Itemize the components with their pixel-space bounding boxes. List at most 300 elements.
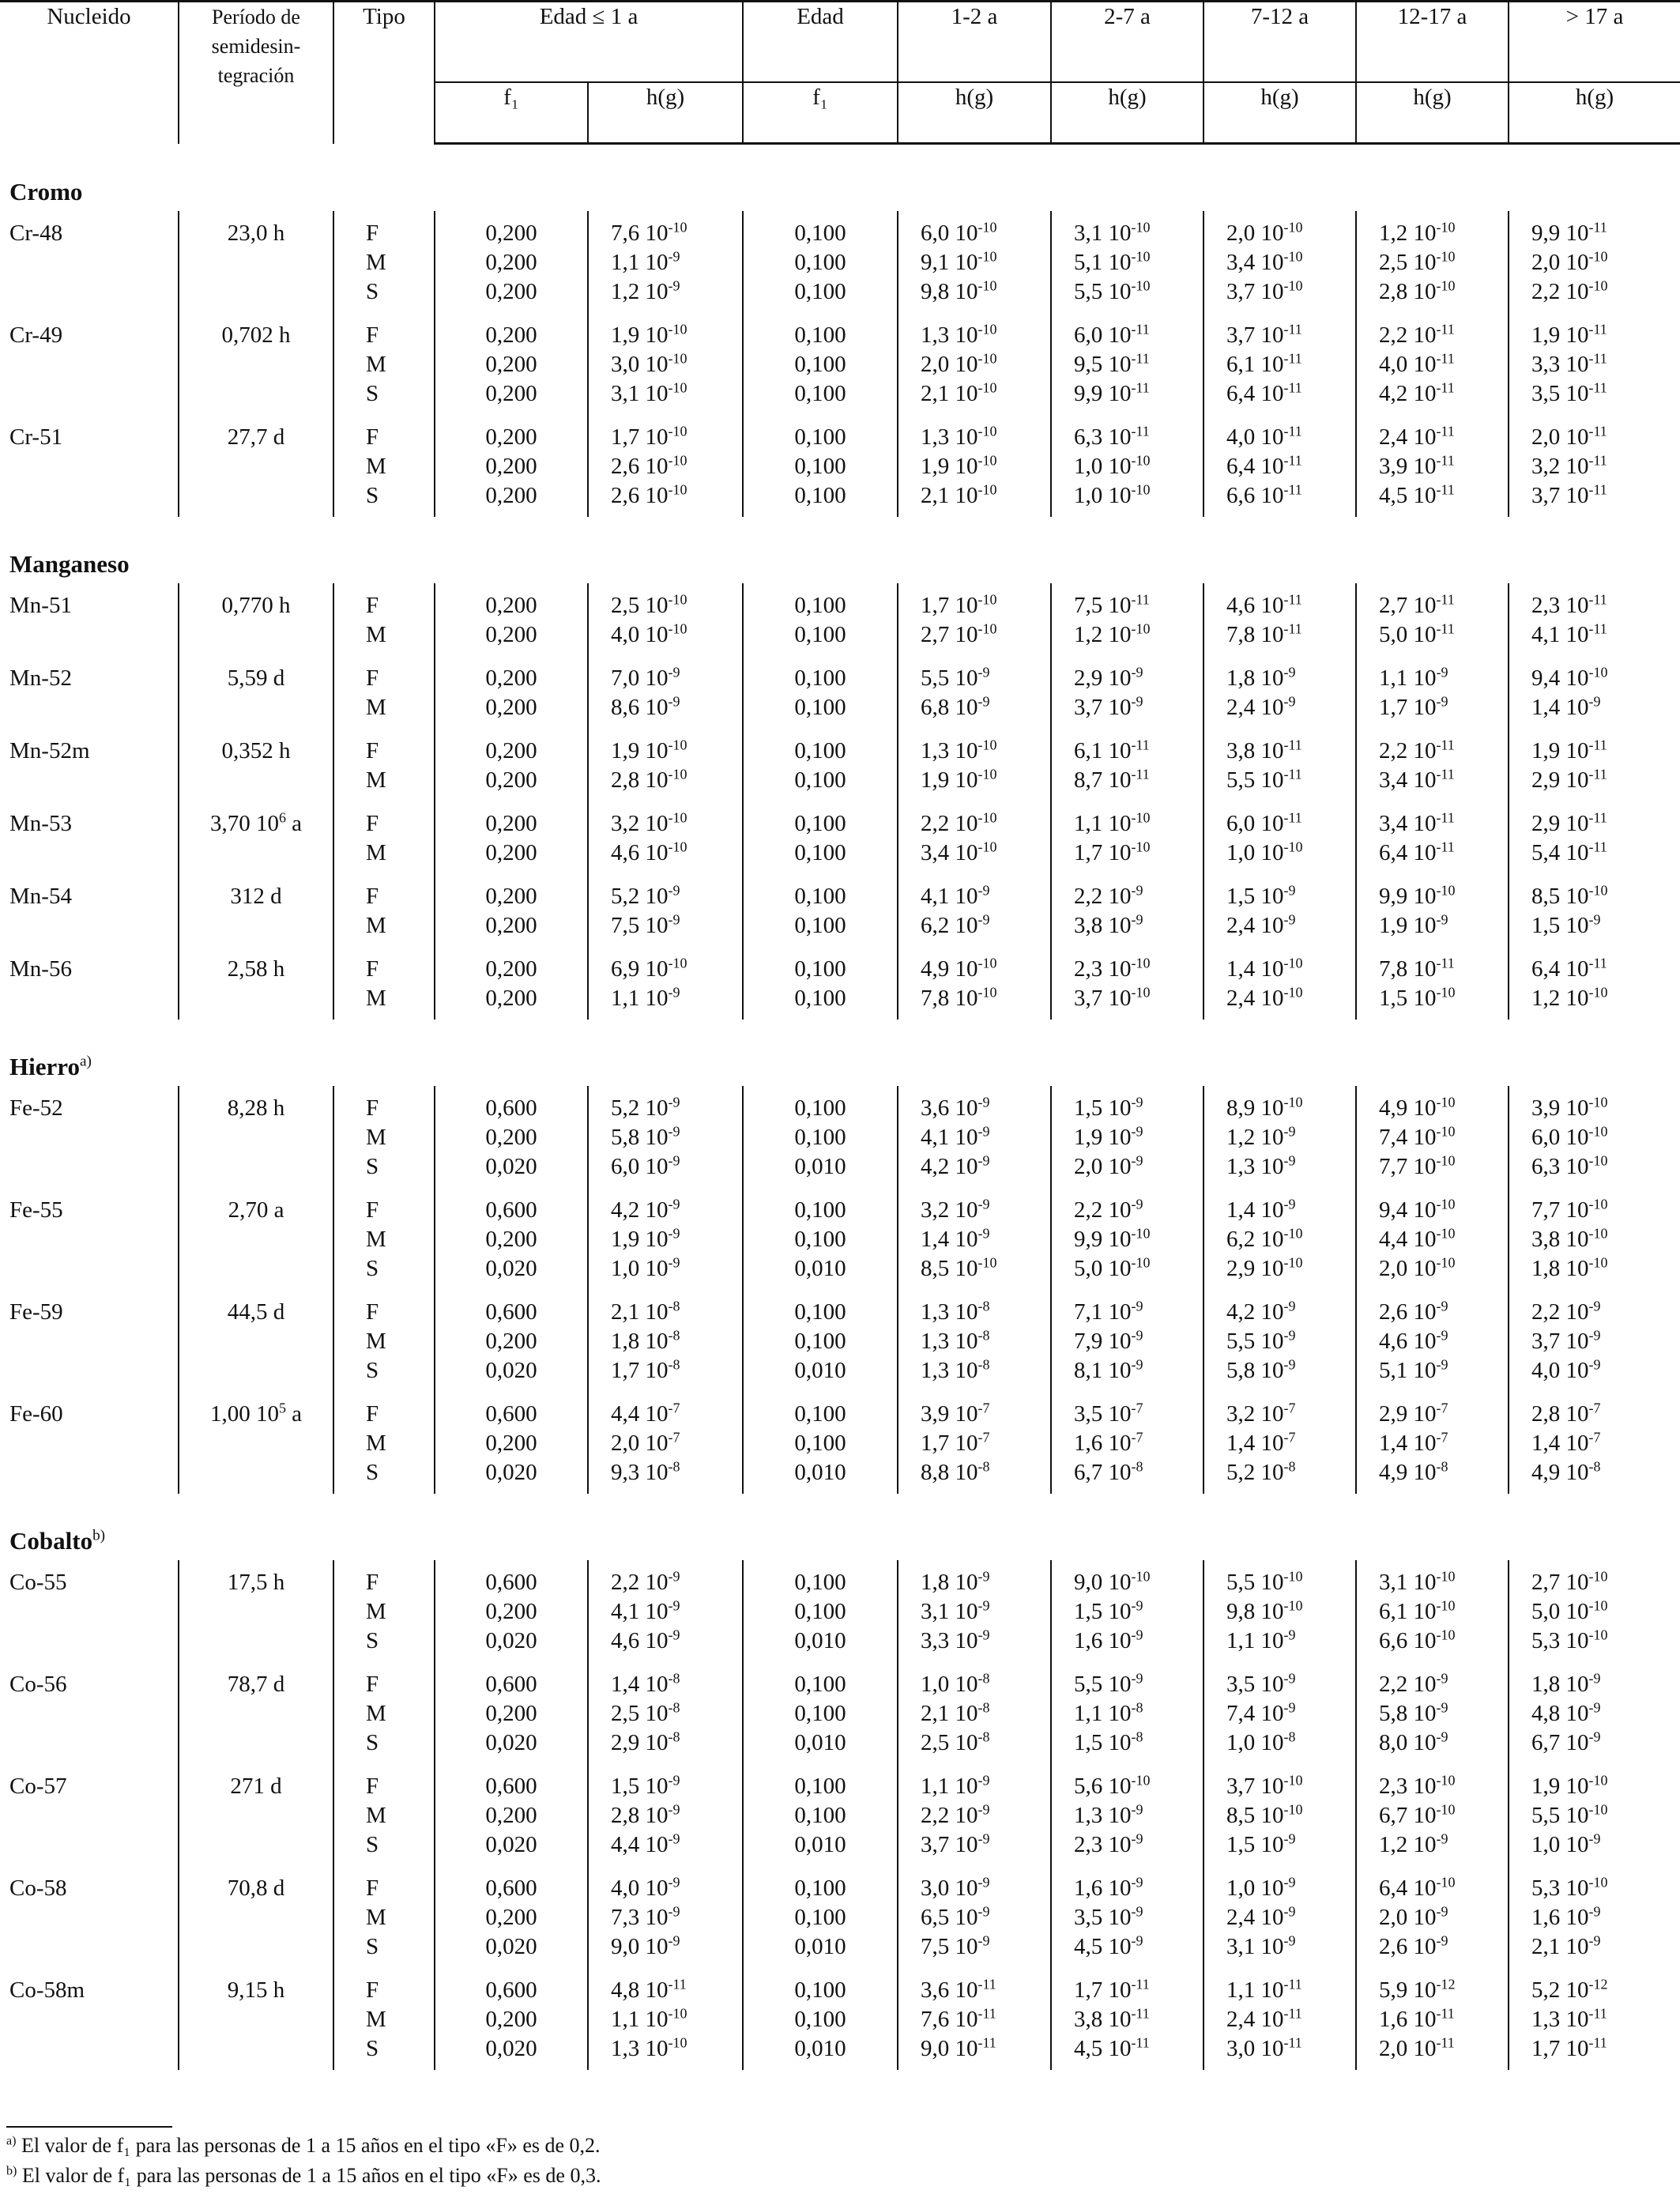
dose-value: 3,8 $10^{-11}$	[1226, 737, 1302, 763]
cell-value	[1226, 809, 1355, 839]
cell-value	[1379, 1225, 1508, 1254]
cell-h-7-12	[1203, 729, 1356, 801]
cell-value: 0,100	[794, 1329, 846, 1354]
dose-value: 1,2 $10^{-9}$	[1226, 1123, 1296, 1150]
cell-value	[1074, 379, 1203, 409]
cell-value	[1379, 1670, 1508, 1699]
dose-value: 2,7 $10^{-10}$	[1531, 1568, 1608, 1595]
cell-value	[1379, 1254, 1508, 1284]
cell-types	[333, 1764, 435, 1866]
dose-value: 7,1 $10^{-9}$	[1074, 1298, 1143, 1325]
dose-value: 9,1 $10^{-10}$	[921, 248, 997, 275]
cell-value	[1531, 1327, 1680, 1356]
dose-value: 4,9 $10^{-8}$	[1379, 1458, 1448, 1485]
cell-f1	[743, 1086, 898, 1188]
footnote-mark: a)	[79, 1053, 92, 1070]
cell-value	[1074, 1699, 1203, 1728]
cell-h-1-2	[898, 729, 1051, 801]
cell-h-1-2	[898, 1560, 1051, 1662]
cell-value	[1226, 1254, 1355, 1284]
dose-value: 312 d	[230, 884, 282, 909]
cell-value	[1226, 2005, 1355, 2034]
cell-f1-le1	[435, 1290, 588, 1392]
dose-value: 1,1 $10^{-10}$	[1074, 809, 1151, 836]
cell-value	[611, 350, 742, 379]
cell-value	[1226, 1670, 1355, 1699]
cell-value	[1531, 1801, 1680, 1830]
cell-value	[611, 379, 742, 409]
cell-value	[1074, 1458, 1203, 1487]
header-edad: Edad	[743, 2, 898, 83]
dose-value: 2,0 $10^{-7}$	[611, 1429, 680, 1456]
dose-value: 9,0 $10^{-10}$	[1074, 1568, 1151, 1595]
cell-value: 0,200	[485, 665, 537, 691]
dose-value: 3,4 $10^{-10}$	[1226, 248, 1303, 275]
cell-f1	[743, 211, 898, 313]
cell-h-12-17	[1356, 313, 1509, 415]
cell-value: S	[366, 483, 379, 508]
cell-value	[1531, 664, 1680, 693]
cell-value: 0,020	[485, 1832, 537, 1857]
cell-value	[1531, 248, 1680, 277]
element-group-row	[0, 1494, 1680, 1560]
dose-value: 2,2 $10^{-10}$	[1531, 277, 1608, 304]
cell-value: 0,100	[794, 884, 846, 909]
cell-value	[1226, 984, 1355, 1013]
dose-value: 8,7 $10^{-11}$	[1074, 766, 1150, 793]
dose-value: 2,5 $10^{-8}$	[921, 1728, 990, 1755]
dose-value: 7,6 $10^{-10}$	[611, 219, 687, 246]
dose-value: 1,9 $10^{-10}$	[1531, 1772, 1608, 1799]
cell-value: M	[366, 250, 386, 275]
cell-value	[921, 321, 1050, 350]
cell-value	[611, 1728, 742, 1758]
cell-h-7-12	[1203, 1086, 1356, 1188]
cell-value	[1531, 452, 1680, 481]
cell-h-le1	[588, 313, 743, 415]
cell-value	[1531, 591, 1680, 620]
dose-value: 1,5 $10^{-9}$	[611, 1772, 680, 1799]
cell-value	[611, 591, 742, 620]
footnote-rule	[6, 2126, 172, 2128]
half-life	[179, 874, 333, 947]
cell-value	[1531, 1094, 1680, 1123]
cell-value	[1531, 1298, 1680, 1327]
dose-value: 1,0 $10^{-10}$	[1074, 481, 1151, 508]
cell-h-12-17	[1356, 1086, 1509, 1188]
cell-h-7-12	[1203, 1188, 1356, 1290]
dose-value: 5,3 $10^{-10}$	[1531, 1627, 1608, 1653]
cell-value	[1226, 1874, 1355, 1903]
dose-value: 3,5 $10^{-7}$	[1074, 1400, 1143, 1427]
cell-value: 0,100	[794, 1672, 846, 1697]
cell-value: 0,010	[794, 1628, 846, 1653]
table-row	[0, 211, 1680, 313]
dose-value: 6,6 $10^{-10}$	[1379, 1627, 1456, 1653]
cell-value: M	[366, 1431, 386, 1456]
dose-value: 1,3 $10^{-8}$	[921, 1298, 990, 1325]
cell-h-12-17	[1356, 656, 1509, 729]
cell-value	[611, 766, 742, 795]
cell-value: M	[366, 1329, 386, 1354]
dose-value: 3,7 $10^{-10}$	[1074, 984, 1151, 1011]
half-life	[179, 1968, 333, 2070]
dose-value: 1,1 $10^{-9}$	[1226, 1627, 1296, 1653]
dose-value: 1,1 $10^{-9}$	[611, 984, 680, 1011]
dose-value: 6,2 $10^{-10}$	[1226, 1225, 1303, 1252]
dose-value: 4,1 $10^{-9}$	[611, 1597, 680, 1624]
dose-value: 3,3 $10^{-9}$	[921, 1627, 990, 1653]
dose-value: 2,58 h	[227, 956, 285, 982]
cell-value	[1226, 481, 1355, 511]
cell-value	[1379, 955, 1508, 984]
cell-value: 0,100	[794, 1431, 846, 1456]
dose-value: 1,6 $10^{-9}$	[1531, 1903, 1601, 1930]
cell-value	[1531, 1670, 1680, 1699]
cell-value	[1226, 350, 1355, 379]
cell-value	[1074, 1670, 1203, 1699]
cell-value: 0,200	[485, 1329, 537, 1354]
dose-value: 2,9 $10^{-8}$	[611, 1728, 680, 1755]
header-age-12-17: 12-17 a	[1356, 2, 1509, 83]
dose-value: 2,2 $10^{-10}$	[921, 809, 997, 836]
cell-h-7-12	[1203, 656, 1356, 729]
cell-f1-le1	[435, 729, 588, 801]
cell-value	[921, 350, 1050, 379]
dose-value: 2,8 $10^{-10}$	[1379, 277, 1456, 304]
cell-h-2-7	[1051, 1188, 1203, 1290]
cell-value	[1531, 2034, 1680, 2064]
cell-h-12-17	[1356, 1764, 1509, 1866]
half-life	[179, 1866, 333, 1968]
cell-value	[1074, 1830, 1203, 1860]
nuclide-name: Mn-51	[9, 593, 72, 618]
header-f1: f₁	[743, 82, 898, 144]
cell-h-2-7	[1051, 211, 1203, 313]
dose-value: 2,3 $10^{-9}$	[1074, 1830, 1143, 1857]
dose-value: 6,1 $10^{-11}$	[1226, 350, 1302, 377]
dose-value: 6,3 $10^{-10}$	[1531, 1152, 1608, 1179]
cell-f1-le1	[435, 801, 588, 874]
dose-value: 6,4 $10^{-11}$	[1226, 452, 1302, 479]
cell-value	[1226, 1094, 1355, 1123]
cell-h-le1	[588, 1560, 743, 1662]
cell-value	[1226, 1627, 1355, 1656]
footnote-mark: b)	[92, 1527, 106, 1544]
dose-value: 1,7 $10^{-10}$	[921, 591, 997, 618]
dose-value: 2,5 $10^{-8}$	[611, 1699, 680, 1726]
cell-f1-le1	[435, 1188, 588, 1290]
cell-value	[1379, 1298, 1508, 1327]
cell-value: 0,100	[794, 665, 846, 691]
cell-value	[921, 984, 1050, 1013]
cell-f1-le1	[435, 1086, 588, 1188]
dose-value: 271 d	[230, 1774, 282, 1799]
cell-value	[611, 1429, 742, 1458]
footnote-b-mark: b)	[6, 2164, 17, 2178]
dose-value: 3,1 $10^{-10}$	[1379, 1568, 1456, 1595]
dose-value: 1,7 $10^{-7}$	[921, 1429, 990, 1456]
cell-value	[921, 219, 1050, 248]
cell-value: S	[366, 1460, 379, 1485]
cell-h-12-17	[1356, 1392, 1509, 1494]
cell-value	[1074, 591, 1203, 620]
dose-value: 4,0 $10^{-9}$	[1531, 1356, 1601, 1383]
dose-value: 1,5 $10^{-9}$	[1074, 1597, 1143, 1624]
cell-h-2-7	[1051, 583, 1203, 656]
cell-value	[1226, 1327, 1355, 1356]
dose-value: 2,6 $10^{-9}$	[1379, 1932, 1448, 1959]
cell-value: 0,100	[794, 1095, 846, 1121]
cell-f1-le1	[435, 656, 588, 729]
cell-value	[1226, 1568, 1355, 1597]
cell-value: 0,100	[794, 1803, 846, 1828]
header-periodo: Período de semidesin-tegración	[179, 2, 333, 144]
cell-value	[1074, 1568, 1203, 1597]
dose-value: 4,0 $10^{-11}$	[1379, 350, 1455, 377]
cell-f1	[743, 1560, 898, 1662]
cell-value	[1531, 955, 1680, 984]
dose-value: 1,9 $10^{-9}$	[1074, 1123, 1143, 1150]
cell-h-1-2	[898, 1662, 1051, 1764]
cell-value	[1379, 1327, 1508, 1356]
cell-value: 0,200	[485, 811, 537, 836]
cell-value	[1074, 882, 1203, 911]
cell-value: 0,200	[485, 2007, 537, 2032]
dose-value: 1,5 $10^{-10}$	[1379, 984, 1456, 1011]
cell-value	[611, 737, 742, 766]
dose-value: 6,7 $10^{-10}$	[1379, 1801, 1456, 1828]
cell-types	[333, 729, 435, 801]
cell-value	[1226, 1801, 1355, 1830]
cell-value	[1379, 481, 1508, 511]
cell-value	[1226, 452, 1355, 481]
dose-value: 3,0 $10^{-11}$	[1226, 2034, 1302, 2061]
cell-value: 0,100	[794, 1125, 846, 1150]
cell-value	[1379, 839, 1508, 868]
cell-h-7-12	[1203, 313, 1356, 415]
footnote-b-text: El valor de f₁ para las personas de 1 a 15 años en el tipo «F» es de 0,3.	[21, 2164, 601, 2187]
footnote-a	[6, 2134, 601, 2158]
cell-value	[1226, 277, 1355, 307]
cell-value	[1379, 423, 1508, 452]
cell-value	[611, 1830, 742, 1860]
cell-value: 0,100	[794, 424, 846, 450]
cell-value: 0,010	[794, 1358, 846, 1383]
dose-value: 5,5 $10^{-10}$	[1074, 277, 1151, 304]
dose-value: 2,0 $10^{-9}$	[1074, 1152, 1143, 1179]
dose-value: 44,5 d	[227, 1299, 285, 1325]
cell-f1	[743, 874, 898, 947]
dose-value: 3,8 $10^{-10}$	[1531, 1225, 1608, 1252]
cell-value	[611, 1196, 742, 1225]
cell-value	[1074, 1254, 1203, 1284]
element-name: Hierro	[9, 1053, 80, 1080]
cell-value	[921, 1254, 1050, 1284]
cell-value	[1379, 277, 1508, 307]
dose-value: 2,3 $10^{-10}$	[1074, 955, 1151, 982]
cell-value	[1531, 693, 1680, 722]
dose-value: 6,5 $10^{-9}$	[921, 1903, 990, 1930]
cell-value: 0,100	[794, 811, 846, 836]
dose-value: 1,3 $10^{-9}$	[1074, 1801, 1143, 1828]
dose-value: 1,1 $10^{-11}$	[1226, 1976, 1302, 2003]
cell-value	[1226, 882, 1355, 911]
footnote-b	[6, 2164, 601, 2188]
dose-value: 1,0 $10^{-10}$	[1226, 839, 1303, 865]
cell-value	[1074, 277, 1203, 307]
cell-f1-le1	[435, 1764, 588, 1866]
cell-value: 0,100	[794, 840, 846, 865]
cell-value	[611, 2005, 742, 2034]
cell-value	[1226, 1123, 1355, 1152]
dose-value: 1,00 $10^5$ a	[209, 1400, 303, 1427]
dose-value: 9,5 $10^{-11}$	[1074, 350, 1150, 377]
cell-h-gt17	[1509, 1290, 1680, 1392]
cell-types	[333, 1086, 435, 1188]
cell-f1	[743, 947, 898, 1020]
cell-value	[1379, 1356, 1508, 1385]
header-age-gt17: > 17 a	[1509, 2, 1680, 83]
nuclide-name: Fe-60	[9, 1401, 63, 1427]
dose-value: 2,0 $10^{-10}$	[1531, 248, 1608, 275]
dose-value: 1,2 $10^{-10}$	[1379, 219, 1456, 246]
cell-value	[1531, 809, 1680, 839]
cell-value	[1531, 1627, 1680, 1656]
cell-types	[333, 1290, 435, 1392]
cell-value	[921, 452, 1050, 481]
cell-value	[611, 1903, 742, 1932]
cell-h-2-7	[1051, 1968, 1203, 2070]
cell-f1-le1	[435, 1968, 588, 2070]
dose-value: 27,7 d	[227, 424, 285, 450]
dose-value: 1,1 $10^{-10}$	[611, 2005, 687, 2032]
cell-value: 0,600	[485, 1875, 537, 1901]
cell-value	[1226, 321, 1355, 350]
cell-h-1-2	[898, 656, 1051, 729]
dose-value: 2,2 $10^{-11}$	[1379, 321, 1455, 348]
dose-value: 1,4 $10^{-9}$	[1226, 1196, 1296, 1223]
dose-value: 7,8 $10^{-10}$	[921, 984, 997, 1011]
cell-value	[1531, 321, 1680, 350]
cell-value: F	[366, 1095, 379, 1121]
cell-value	[921, 1298, 1050, 1327]
cell-value: M	[366, 695, 386, 720]
cell-value: 0,600	[485, 1977, 537, 2003]
cell-value: 0,200	[485, 250, 537, 275]
cell-value	[1074, 452, 1203, 481]
dose-value: 0,770 h	[221, 593, 291, 618]
cell-value: 0,200	[485, 884, 537, 909]
dose-value: 2,8 $10^{-9}$	[611, 1801, 680, 1828]
cell-value	[1074, 350, 1203, 379]
dose-value: 6,7 $10^{-8}$	[1074, 1458, 1143, 1485]
cell-value	[1074, 1225, 1203, 1254]
dose-value: 7,4 $10^{-9}$	[1226, 1699, 1296, 1726]
cell-f1	[743, 313, 898, 415]
cell-value	[1226, 955, 1355, 984]
dose-value: 1,3 $10^{-10}$	[921, 321, 997, 348]
cell-value	[1074, 766, 1203, 795]
table-row	[0, 1560, 1680, 1662]
half-life	[179, 1662, 333, 1764]
dose-value: 3,2 $10^{-9}$	[921, 1196, 990, 1223]
cell-value	[1074, 809, 1203, 839]
cell-f1-le1	[435, 1662, 588, 1764]
cell-value	[1074, 1627, 1203, 1656]
element-group-row	[0, 517, 1680, 583]
cell-value: 0,200	[485, 279, 537, 304]
dose-value: 1,3 $10^{-10}$	[921, 423, 997, 450]
cell-value: 0,100	[794, 279, 846, 304]
cell-value	[1226, 1196, 1355, 1225]
cell-value	[1226, 1356, 1355, 1385]
cell-value	[921, 1458, 1050, 1487]
cell-value	[1074, 321, 1203, 350]
dose-value: 1,1 $10^{-9}$	[1379, 664, 1448, 691]
dose-value: 5,2 $10^{-9}$	[611, 1094, 680, 1121]
cell-h-12-17	[1356, 1866, 1509, 1968]
dose-value: 7,5 $10^{-9}$	[921, 1932, 990, 1959]
cell-value	[1074, 984, 1203, 1013]
dose-value: 3,8 $10^{-9}$	[1074, 911, 1143, 938]
dose-value: 4,9 $10^{-10}$	[921, 955, 997, 982]
cell-value	[1531, 1458, 1680, 1487]
dose-value: 2,2 $10^{-9}$	[611, 1568, 680, 1595]
cell-value	[1074, 1903, 1203, 1932]
cell-value	[1226, 1976, 1355, 2005]
dose-value: 3,7 $10^{-11}$	[1531, 481, 1607, 508]
dose-value: 1,4 $10^{-9}$	[1531, 693, 1601, 720]
cell-value: F	[366, 1299, 379, 1325]
dose-value: 3,4 $10^{-11}$	[1379, 809, 1455, 836]
dose-value: 5,5 $10^{-10}$	[1226, 1568, 1303, 1595]
dose-value: 2,2 $10^{-9}$	[1531, 1298, 1601, 1325]
table-row	[0, 1866, 1680, 1968]
cell-value: 0,010	[794, 1154, 846, 1179]
dose-value: 1,5 $10^{-8}$	[1074, 1728, 1143, 1755]
dose-value: 1,4 $10^{-9}$	[921, 1225, 990, 1252]
dose-value: 8,5 $10^{-10}$	[1226, 1801, 1303, 1828]
dose-value: 1,9 $10^{-10}$	[611, 321, 687, 348]
header-nucleido: Nucleido	[0, 2, 179, 144]
table-row	[0, 1662, 1680, 1764]
cell-h-12-17	[1356, 211, 1509, 313]
dose-value: 1,8 $10^{-9}$	[1226, 664, 1296, 691]
dose-value: 0,702 h	[221, 322, 291, 348]
dose-value: 7,0 $10^{-9}$	[611, 664, 680, 691]
cell-value	[921, 955, 1050, 984]
half-life	[179, 656, 333, 729]
cell-value	[1226, 693, 1355, 722]
dose-value: 1,9 $10^{-11}$	[1531, 737, 1607, 763]
dose-value: 1,2 $10^{-9}$	[1379, 1830, 1448, 1857]
cell-h-7-12	[1203, 415, 1356, 517]
dose-value: 1,4 $10^{-7}$	[1226, 1429, 1296, 1456]
dose-value: 3,1 $10^{-9}$	[921, 1597, 990, 1624]
dose-value: 9,9 $10^{-11}$	[1531, 219, 1607, 246]
cell-value: F	[366, 1875, 379, 1901]
cell-h-le1	[588, 1290, 743, 1392]
cell-h-le1	[588, 1764, 743, 1866]
dose-value: 7,7 $10^{-10}$	[1531, 1196, 1608, 1223]
dose-value: 2,2 $10^{-11}$	[1379, 737, 1455, 763]
cell-value: 0,100	[794, 483, 846, 508]
cell-value	[921, 423, 1050, 452]
table-body	[0, 144, 1680, 2071]
cell-h-7-12	[1203, 1290, 1356, 1392]
cell-value: S	[366, 1154, 379, 1179]
